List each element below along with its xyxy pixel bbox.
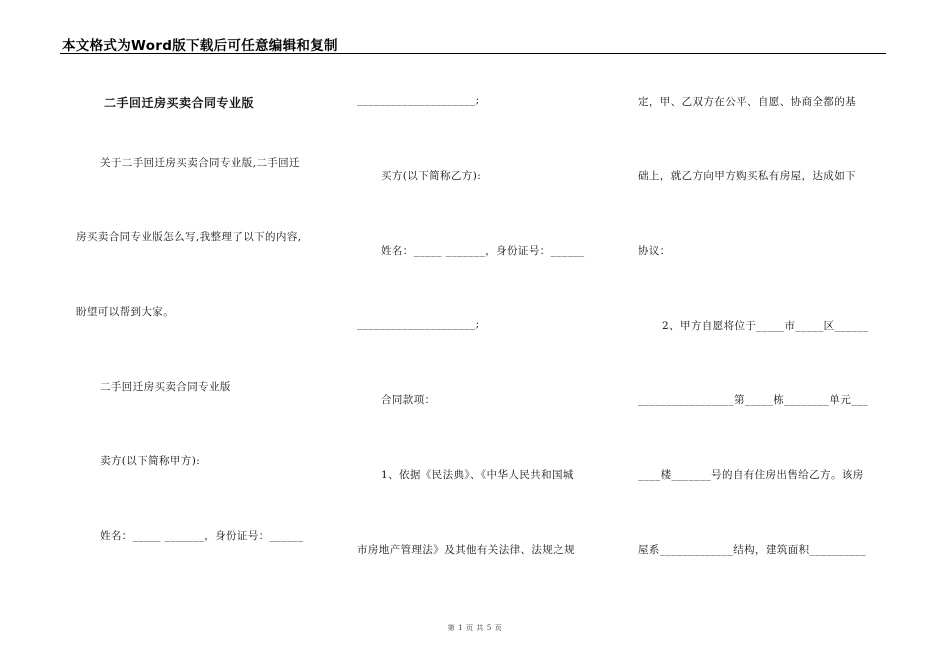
paragraph-line: 屋系_____________结构，建筑面积__________ (638, 544, 867, 556)
blank-line: _____________________; (357, 318, 480, 330)
document-title: 二手回迁房买卖合同专业版 (104, 96, 255, 110)
buyer-label: 买方(以下简称乙方): (381, 170, 482, 182)
paragraph-line: 协议： (638, 245, 671, 257)
paragraph-line: _________________第_____栋________单元___ (638, 394, 869, 406)
paragraph-line: 础上，就乙方向甲方购买私有房屋，达成如下 (638, 170, 856, 182)
paragraph-line: 1、依据《民法典》、《中华人民共和国城 (381, 469, 574, 481)
seller-label: 卖方(以下简称甲方): (100, 455, 201, 467)
header-divider (60, 53, 886, 54)
buyer-name-id-line: 姓名：_____ _______，身份证号：______ (381, 245, 585, 257)
paragraph-line: 房买卖合同专业版怎么写,我整理了以下的内容, (76, 231, 302, 243)
document-header-title: 本文格式为Word版下载后可任意编辑和复制 (62, 38, 338, 54)
paragraph-line: 市房地产管理法》及其他有关法律、法规之规 (357, 544, 575, 556)
contract-heading: 二手回迁房买卖合同专业版 (100, 381, 231, 393)
paragraph-line: ____楼_______号的自有住房出售给乙方。该房 (638, 469, 864, 481)
paragraph-line: 2、甲方自愿将位于_____市_____区______ (662, 320, 869, 332)
blank-line: _____________________; (357, 94, 480, 106)
paragraph-line: 盼望可以帮到大家。 (76, 306, 175, 318)
contract-terms-label: 合同款项： (381, 394, 436, 406)
paragraph-line: 关于二手回迁房买卖合同专业版,二手回迁 (100, 157, 300, 169)
paragraph-line: 定，甲、乙双方在公平、自愿、协商全都的基 (638, 96, 856, 108)
seller-name-id-line: 姓名：_____ _______，身份证号：______ (100, 530, 304, 542)
page-number: 第 1 页 共 5 页 (447, 624, 503, 632)
